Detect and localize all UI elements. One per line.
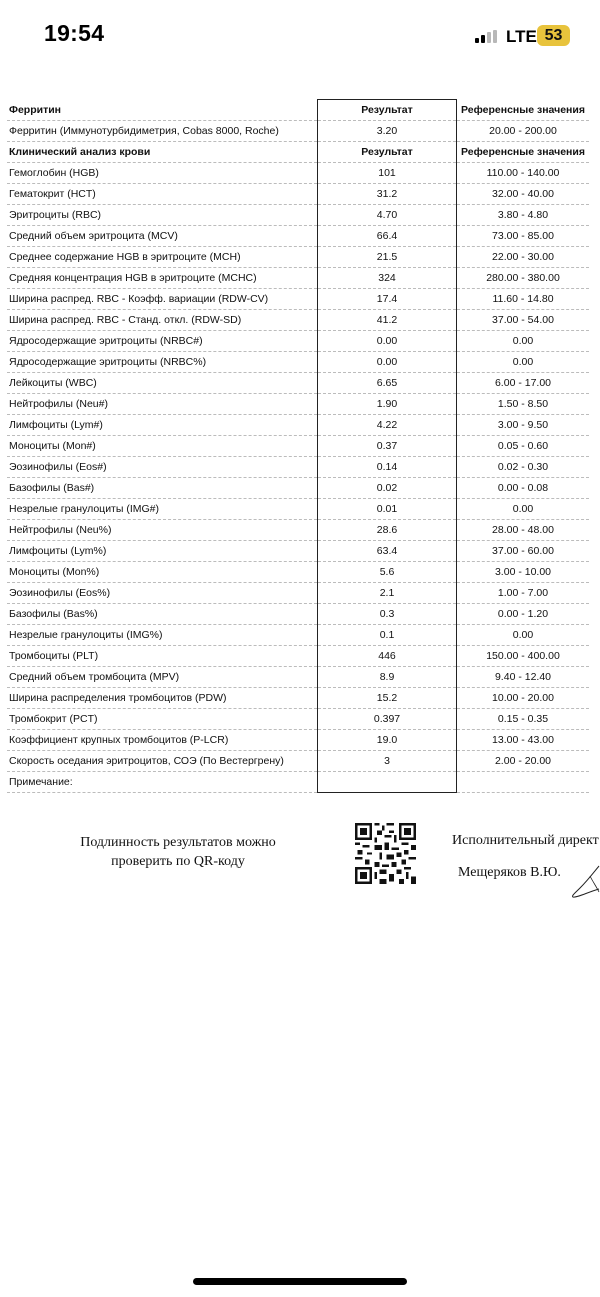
test-result: 2.1 (318, 583, 457, 604)
test-name: Лейкоциты (WBC) (7, 373, 318, 394)
table-row (7, 625, 589, 646)
test-reference: 110.00 - 140.00 (457, 163, 590, 184)
table-row (7, 184, 589, 205)
table-row (7, 352, 589, 373)
table-row (7, 226, 589, 247)
table-row (7, 667, 589, 688)
test-result: 0.1 (318, 625, 457, 646)
table-row (7, 709, 589, 730)
result-header: Результат (318, 142, 457, 163)
reference-header: Референсные значения (457, 100, 590, 121)
table-row (7, 730, 589, 751)
test-name: Моноциты (Mon%) (7, 562, 318, 583)
test-name: Лимфоциты (Lym#) (7, 415, 318, 436)
status-time: 19:54 (44, 20, 105, 46)
test-name: Гематокрит (HCT) (7, 184, 318, 205)
cellular-signal-icon (475, 30, 499, 43)
test-result: 15.2 (318, 688, 457, 709)
test-reference: 2.00 - 20.00 (457, 751, 590, 772)
test-name: Скорость оседания эритроцитов, СОЭ (По Вестергрену) (7, 751, 318, 772)
test-result: 66.4 (318, 226, 457, 247)
test-result: 324 (318, 268, 457, 289)
note-label: Примечание: (7, 772, 318, 793)
test-reference: 3.00 - 10.00 (457, 562, 590, 583)
test-result: 63.4 (318, 541, 457, 562)
test-result: 0.37 (318, 436, 457, 457)
test-reference: 0.02 - 0.30 (457, 457, 590, 478)
test-name: Эозинофилы (Eos%) (7, 583, 318, 604)
test-name: Средний объем эритроцита (MCV) (7, 226, 318, 247)
test-reference: 9.40 - 12.40 (457, 667, 590, 688)
verification-line-2: проверить по QR-коду (111, 854, 245, 869)
section-title: Ферритин (7, 100, 318, 121)
test-reference: 0.15 - 0.35 (457, 709, 590, 730)
table-row (7, 688, 589, 709)
table-row (7, 604, 589, 625)
note-empty (457, 772, 590, 793)
test-result: 4.22 (318, 415, 457, 436)
table-row (7, 751, 589, 772)
signature (568, 862, 600, 900)
test-result: 101 (318, 163, 457, 184)
test-name: Лимфоциты (Lym%) (7, 541, 318, 562)
table-row (7, 268, 589, 289)
test-result: 0.02 (318, 478, 457, 499)
status-bar (0, 0, 600, 72)
test-reference: 1.00 - 7.00 (457, 583, 590, 604)
test-result: 446 (318, 646, 457, 667)
test-reference: 1.50 - 8.50 (457, 394, 590, 415)
note-row (7, 772, 589, 793)
table-row (7, 415, 589, 436)
table-row (7, 499, 589, 520)
section-header (7, 100, 589, 121)
test-result: 28.6 (318, 520, 457, 541)
test-result: 3 (318, 751, 457, 772)
test-reference: 0.00 - 0.08 (457, 478, 590, 499)
test-reference: 6.00 - 17.00 (457, 373, 590, 394)
test-result: 3.20 (318, 121, 457, 142)
table-row (7, 520, 589, 541)
results-table (7, 99, 589, 793)
director-title: Исполнительный директ (452, 833, 599, 848)
test-reference: 11.60 - 14.80 (457, 289, 590, 310)
table-row (7, 163, 589, 184)
test-reference: 280.00 - 380.00 (457, 268, 590, 289)
test-reference: 3.00 - 9.50 (457, 415, 590, 436)
table-row (7, 478, 589, 499)
test-reference: 32.00 - 40.00 (457, 184, 590, 205)
test-result: 17.4 (318, 289, 457, 310)
table-row (7, 562, 589, 583)
test-name: Ширина распределения тромбоцитов (PDW) (7, 688, 318, 709)
test-result: 6.65 (318, 373, 457, 394)
test-reference: 20.00 - 200.00 (457, 121, 590, 142)
test-reference: 37.00 - 60.00 (457, 541, 590, 562)
test-result: 0.3 (318, 604, 457, 625)
test-reference: 0.00 (457, 352, 590, 373)
qr-code-icon[interactable] (355, 823, 416, 884)
test-name: Ширина распред. RBC - Станд. откл. (RDW-SD) (7, 310, 318, 331)
test-reference: 0.00 - 1.20 (457, 604, 590, 625)
test-result: 0.00 (318, 331, 457, 352)
test-reference: 22.00 - 30.00 (457, 247, 590, 268)
table-row (7, 310, 589, 331)
test-name: Ядросодержащие эритроциты (NRBC#) (7, 331, 318, 352)
table-row (7, 289, 589, 310)
table-row (7, 394, 589, 415)
network-type: LTE (506, 27, 537, 46)
test-name: Ширина распред. RBC - Коэфф. вариации (RDW-CV) (7, 289, 318, 310)
test-result: 19.0 (318, 730, 457, 751)
test-reference: 0.00 (457, 625, 590, 646)
verification-line-1: Подлинность результатов можно (80, 835, 276, 850)
test-name: Средний объем тромбоцита (MPV) (7, 667, 318, 688)
test-name: Ядросодержащие эритроциты (NRBC%) (7, 352, 318, 373)
test-reference: 73.00 - 85.00 (457, 226, 590, 247)
note-value (318, 772, 457, 793)
test-result: 0.00 (318, 352, 457, 373)
test-name: Незрелые гранулоциты (IMG#) (7, 499, 318, 520)
test-result: 41.2 (318, 310, 457, 331)
table-row (7, 457, 589, 478)
test-result: 0.397 (318, 709, 457, 730)
test-result: 8.9 (318, 667, 457, 688)
verification-note (62, 833, 294, 871)
test-result: 0.14 (318, 457, 457, 478)
test-name: Гемоглобин (HGB) (7, 163, 318, 184)
test-name: Моноциты (Mon#) (7, 436, 318, 457)
test-result: 0.01 (318, 499, 457, 520)
table-row (7, 205, 589, 226)
test-reference: 0.00 (457, 499, 590, 520)
test-result: 31.2 (318, 184, 457, 205)
test-result: 5.6 (318, 562, 457, 583)
table-row (7, 583, 589, 604)
table-row (7, 121, 589, 142)
table-row (7, 331, 589, 352)
table-row (7, 436, 589, 457)
test-reference: 37.00 - 54.00 (457, 310, 590, 331)
test-name: Среднее содержание HGB в эритроците (MCH) (7, 247, 318, 268)
test-reference: 10.00 - 20.00 (457, 688, 590, 709)
test-name: Нейтрофилы (Neu#) (7, 394, 318, 415)
section-title: Клинический анализ крови (7, 142, 318, 163)
reference-header: Референсные значения (457, 142, 590, 163)
test-name: Нейтрофилы (Neu%) (7, 520, 318, 541)
table-row (7, 541, 589, 562)
home-indicator[interactable] (193, 1278, 407, 1285)
test-result: 4.70 (318, 205, 457, 226)
test-reference: 0.05 - 0.60 (457, 436, 590, 457)
test-name: Тромбокрит (PCT) (7, 709, 318, 730)
test-result: 1.90 (318, 394, 457, 415)
table-row (7, 373, 589, 394)
test-name: Базофилы (Bas#) (7, 478, 318, 499)
test-name: Ферритин (Иммунотурбидиметрия, Cobas 8000, Roche) (7, 121, 318, 142)
test-name: Коэффициент крупных тромбоцитов (P-LCR) (7, 730, 318, 751)
test-name: Тромбоциты (PLT) (7, 646, 318, 667)
table-row (7, 247, 589, 268)
test-name: Эритроциты (RBC) (7, 205, 318, 226)
test-result: 21.5 (318, 247, 457, 268)
section-header (7, 142, 589, 163)
table-row (7, 646, 589, 667)
result-header: Результат (318, 100, 457, 121)
test-reference: 13.00 - 43.00 (457, 730, 590, 751)
test-name: Незрелые гранулоциты (IMG%) (7, 625, 318, 646)
test-reference: 0.00 (457, 331, 590, 352)
signer-name: Мещеряков В.Ю. (458, 865, 561, 880)
test-reference: 150.00 - 400.00 (457, 646, 590, 667)
test-name: Базофилы (Bas%) (7, 604, 318, 625)
battery-icon: 53 (537, 25, 570, 46)
test-reference: 28.00 - 48.00 (457, 520, 590, 541)
test-reference: 3.80 - 4.80 (457, 205, 590, 226)
test-name: Средняя концентрация HGB в эритроците (MCHC) (7, 268, 318, 289)
test-name: Эозинофилы (Eos#) (7, 457, 318, 478)
